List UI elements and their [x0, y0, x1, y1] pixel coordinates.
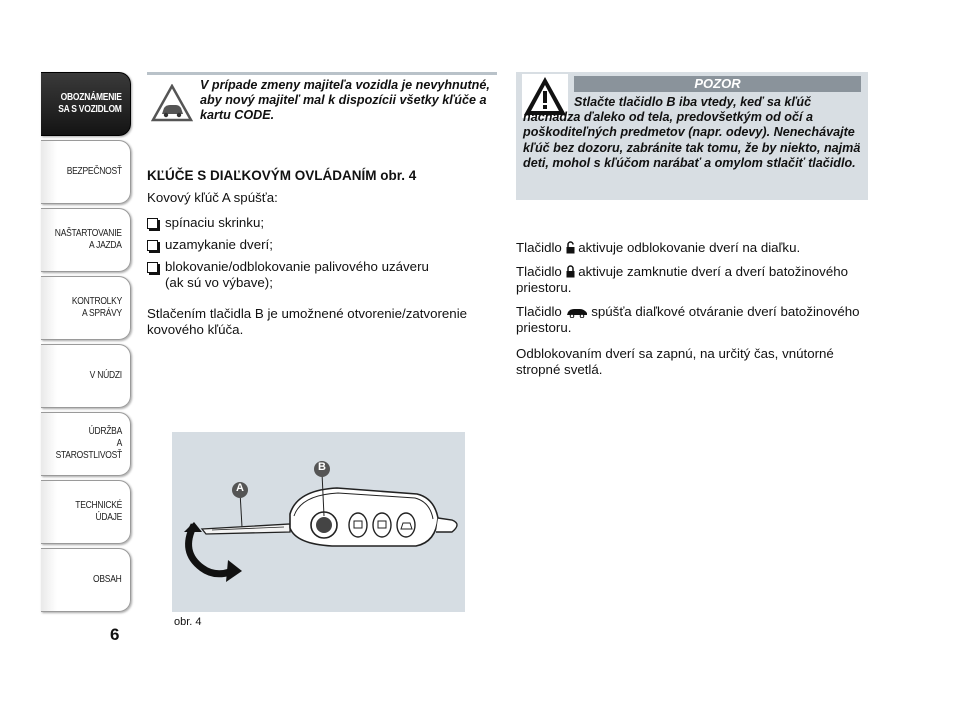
car-note-icon: [151, 84, 193, 122]
sidebar-tab-label: KONTROLKY A SPRÁVY: [71, 296, 122, 319]
lock-paragraph: [516, 264, 866, 296]
sidebar-tab-label: BEZPEČNOSŤ: [66, 166, 122, 177]
warning-text: Stlačte tlačidlo B iba vtedy, keď sa kľúč nachádza ďaleko od tela, predovšetkým od očí a poškoditeľných predmetov (napr. odevy). Nenechávajte kľúč bez dozoru, zabránite tak tomu, že by niekto, najmä deti, mohol s kľúčom narábať a omylom stlačiť tlačidlo.: [523, 95, 861, 170]
sidebar-tab-technicke-udaje[interactable]: [41, 480, 131, 544]
figure-caption: obr. 4: [174, 616, 202, 628]
sidebar-tab-v-nudzi[interactable]: [41, 344, 131, 408]
warning-title: POZOR: [574, 76, 861, 92]
list-item-text: uzamykanie dverí;: [165, 237, 273, 252]
sidebar-tab-label: ÚDRŽBA A STAROSTLIVOSŤ: [55, 426, 123, 461]
list-item: [147, 237, 497, 253]
key-illustration: [172, 432, 465, 612]
sidebar-tab-label: V NÚDZI: [89, 370, 122, 381]
paragraph-text: aktivuje zamknutie dverí a dverí batožinového priestoru.: [516, 264, 849, 295]
sidebar-tab-label: NAŠTARTOVANIE A JAZDA: [55, 228, 122, 251]
section-heading: [147, 168, 416, 183]
checkbox-bullet-icon: [147, 240, 158, 251]
unlock-icon: [566, 241, 575, 254]
checkbox-bullet-icon: [147, 262, 158, 273]
checkbox-bullet-icon: [147, 218, 158, 229]
sidebar-tab-bezpecnost[interactable]: [41, 140, 131, 204]
label-b: B: [318, 461, 326, 473]
sidebar-tab-label: OBOZNÁMENIE SA S VOZIDLOM: [58, 92, 122, 115]
lock-icon: [566, 265, 575, 278]
section-intro: Kovový kľúč A spúšťa:: [147, 190, 278, 205]
trunk-paragraph: [516, 304, 866, 336]
trunk-car-icon: [566, 307, 588, 318]
paragraph-lead: Tlačidlo: [516, 264, 562, 279]
key-function-list: [147, 215, 497, 297]
paragraph-text: aktivuje odblokovanie dverí na diaľku.: [578, 240, 801, 255]
list-item-text: blokovanie/odblokovanie palivového uzáveru (ak sú vo výbave);: [165, 259, 429, 290]
key-figure: [172, 432, 465, 612]
label-a: A: [236, 482, 244, 494]
page-number: 6: [110, 625, 120, 644]
sidebar-tab-obsah[interactable]: [41, 548, 131, 612]
section-heading-title: KĽÚČE S DIAĽKOVÝM OVLÁDANÍM: [147, 168, 377, 183]
sidebar-tab-label: OBSAH: [93, 574, 122, 585]
paragraph-lead: Tlačidlo: [516, 240, 562, 255]
sidebar-tab-udrzba[interactable]: [41, 412, 131, 476]
section-heading-ref: obr. 4: [380, 168, 417, 183]
interior-light-paragraph: Odblokovaním dverí sa zapnú, na určitý čas, vnútorné stropné svetlá.: [516, 346, 834, 377]
section-rule: [147, 72, 497, 75]
list-item: [147, 259, 497, 291]
sidebar-tab-label: TECHNICKÉ ÚDAJE: [75, 500, 122, 523]
unlock-paragraph: [516, 240, 866, 256]
owner-change-note: V prípade zmeny majiteľa vozidla je nevyhnutné, aby nový majiteľ mal k dispozícii všetky kľúče a kartu CODE.: [200, 78, 490, 122]
section-closing: Stlačením tlačidla B je umožnené otvorenie/zatvorenie kovového kľúča.: [147, 306, 468, 337]
paragraph-lead: Tlačidlo: [516, 304, 562, 319]
list-item-text: spínaciu skrinku;: [165, 215, 265, 230]
list-item: [147, 215, 497, 231]
paragraph-text: spúšťa diaľkové otváranie dverí batožinového priestoru.: [516, 304, 860, 335]
sidebar-tab-nastartovanie[interactable]: [41, 208, 131, 272]
sidebar-tab-kontrolky[interactable]: [41, 276, 131, 340]
sidebar-tab-oboznamenie[interactable]: [41, 72, 131, 136]
